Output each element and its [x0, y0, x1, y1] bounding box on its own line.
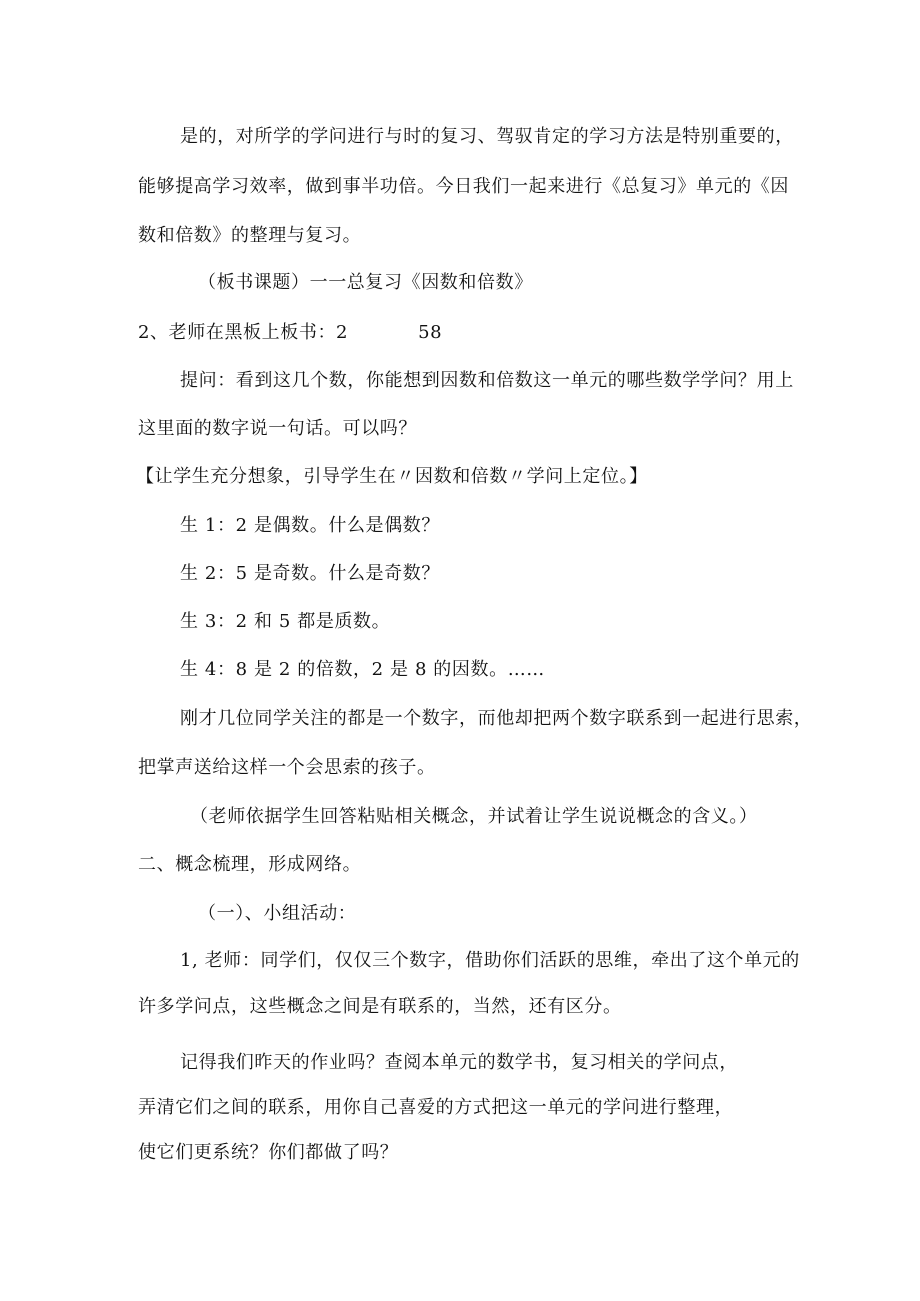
step-2-numbers: 58 — [418, 322, 443, 343]
student-answer-3: 生 3：2 和 5 都是质数。 — [180, 611, 391, 632]
step-2-line — [138, 322, 442, 344]
teacher-speech-line-1: 1, 老师：同学们，仅仅三个数字，借助你们活跃的思维，牵出了这个单元的 — [180, 950, 800, 971]
homework-line-3: 使它们更系统？你们都做了吗？ — [138, 1142, 399, 1163]
paragraph-1-line-2: 能够提高学习效率，做到事半功倍。今日我们一起来进行《总复习》单元的《因 — [138, 176, 789, 197]
homework-line-2: 弄清它们之间的联系，用你自己喜爱的方式把这一单元的学问进行整理， — [138, 1097, 734, 1118]
teacher-note: （老师依据学生回答粘贴相关概念，并试着让学生说说概念的含义。） — [190, 806, 758, 827]
group-activity-heading: （一）、小组活动： — [198, 903, 357, 924]
teacher-speech-line-2: 许多学问点，这些概念之间是有联系的，当然，还有区分。 — [138, 996, 622, 1017]
section-2-heading: 二、概念梳理，形成网络。 — [138, 854, 362, 875]
step-2-text: 2、老师在黑板上板书：2 — [138, 322, 349, 343]
board-title: （板书课题）一一总复习《因数和倍数》 — [198, 272, 533, 293]
comment-line-2: 把掌声送给这样一个会思索的孩子。 — [138, 757, 436, 778]
paragraph-1-line-3: 数和倍数》的整理与复习。 — [138, 225, 362, 246]
paragraph-1-line-1: 是的，对所学的学问进行与时的复习、驾驭肯定的学习方法是特别重要的， — [180, 126, 794, 147]
question-line-1: 提问：看到这几个数，你能想到因数和倍数这一单元的哪些数学学问？用上 — [180, 370, 794, 391]
comment-line-1: 刚才几位同学关注的都是一个数字，而他却把两个数字联系到一起进行思索， — [180, 708, 813, 729]
question-line-2: 这里面的数字说一句话。可以吗？ — [138, 418, 417, 439]
homework-line-1: 记得我们昨天的作业吗？查阅本单元的数学书，复习相关的学问点， — [180, 1052, 738, 1073]
student-answer-1: 生 1：2 是偶数。什么是偶数？ — [180, 515, 440, 536]
student-answer-4: 生 4：8 是 2 的倍数，2 是 8 的因数。…… — [180, 659, 545, 680]
student-answer-2: 生 2：5 是奇数。什么是奇数？ — [180, 563, 440, 584]
bracket-note: 【让学生充分想象，引导学生在〃因数和倍数〃学问上定位。】 — [136, 466, 648, 487]
